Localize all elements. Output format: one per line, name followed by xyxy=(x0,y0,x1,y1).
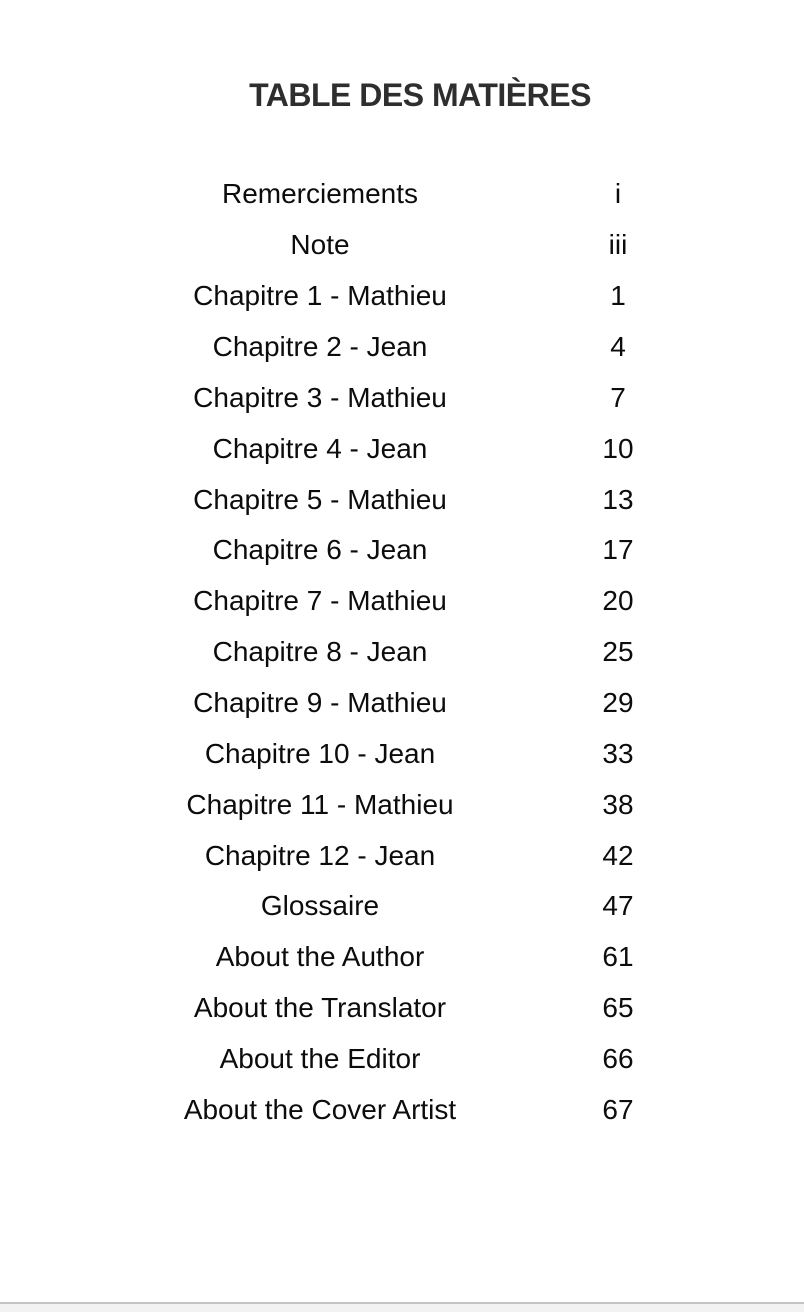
toc-entry[interactable] xyxy=(122,271,718,322)
toc-entry-page[interactable]: 7 xyxy=(610,381,626,413)
toc-entry-page[interactable]: 47 xyxy=(602,890,634,922)
toc-entry[interactable] xyxy=(122,728,718,779)
toc-entry-label[interactable]: About the Cover Artist xyxy=(183,1093,457,1125)
toc-entry[interactable] xyxy=(122,1034,718,1085)
toc-entry-label[interactable]: Chapitre 5 - Mathieu xyxy=(193,483,447,515)
toc-entry-page[interactable]: 25 xyxy=(602,636,634,668)
toc-entry-label[interactable]: Chapitre 9 - Mathieu xyxy=(193,687,447,719)
toc-entry-page[interactable]: 17 xyxy=(602,534,634,566)
toc-entry[interactable] xyxy=(122,169,718,220)
toc-entry-page[interactable]: 66 xyxy=(602,1043,634,1075)
toc-entry-label[interactable]: Chapitre 12 - Jean xyxy=(204,839,436,871)
toc-entry[interactable] xyxy=(122,983,718,1034)
toc-entry-label[interactable]: Chapitre 3 - Mathieu xyxy=(193,381,447,413)
toc-entry-page[interactable]: 29 xyxy=(602,687,634,719)
toc-entry[interactable] xyxy=(122,525,718,576)
toc-entry-label[interactable]: Chapitre 10 - Jean xyxy=(204,737,436,769)
toc-entry-page[interactable]: 20 xyxy=(602,585,634,617)
toc-entry[interactable] xyxy=(122,1084,718,1135)
toc-entry[interactable] xyxy=(122,423,718,474)
toc-entry-label[interactable]: Chapitre 2 - Jean xyxy=(212,331,428,362)
toc-entry[interactable] xyxy=(122,322,718,373)
toc-entry[interactable] xyxy=(122,372,718,423)
toc-entry-page[interactable]: 61 xyxy=(602,941,634,973)
table-of-contents xyxy=(122,169,718,1135)
toc-entry-label[interactable]: Chapitre 7 - Mathieu xyxy=(193,585,447,617)
toc-entry-page[interactable]: iii xyxy=(608,229,628,261)
toc-entry-page[interactable]: 33 xyxy=(602,737,634,769)
toc-entry-label[interactable]: Note xyxy=(290,229,350,261)
toc-entry[interactable] xyxy=(122,678,718,729)
toc-entry-page[interactable]: 10 xyxy=(602,432,634,464)
toc-entry[interactable] xyxy=(122,830,718,881)
toc-entry-page[interactable]: i xyxy=(614,178,622,210)
toc-entry-label[interactable]: Chapitre 6 - Jean xyxy=(212,534,428,566)
toc-entry[interactable] xyxy=(122,881,718,932)
toc-entry-page[interactable]: 65 xyxy=(602,992,634,1024)
toc-entry-page[interactable]: 13 xyxy=(602,483,634,515)
toc-entry-page[interactable]: 1 xyxy=(610,280,626,312)
page-title: TABLE DES MATIÈRES xyxy=(249,77,591,113)
toc-entry-label[interactable]: About the Translator xyxy=(193,992,447,1024)
toc-entry-label[interactable]: Chapitre 8 - Jean xyxy=(212,636,428,668)
toc-entry-label[interactable]: Glossaire xyxy=(260,890,380,922)
toc-entry-page[interactable]: 38 xyxy=(602,788,634,820)
toc-entry-page[interactable]: 67 xyxy=(602,1093,634,1125)
toc-entry-label[interactable]: Remerciements xyxy=(221,178,419,210)
toc-entry-label[interactable]: Chapitre 1 - Mathieu xyxy=(193,280,447,312)
toc-entry[interactable] xyxy=(122,627,718,678)
toc-entry-label[interactable]: Chapitre 11 - Mathieu xyxy=(186,788,454,820)
toc-entry[interactable] xyxy=(122,220,718,271)
toc-entry[interactable] xyxy=(122,779,718,830)
toc-entry[interactable] xyxy=(122,474,718,525)
toc-entry-label[interactable]: Chapitre 4 - Jean xyxy=(212,432,428,464)
toc-entry-page[interactable]: 42 xyxy=(602,839,634,871)
toc-entry-label[interactable]: About the Author xyxy=(215,941,425,973)
toc-entry-label[interactable]: About the Editor xyxy=(219,1043,421,1075)
reader-footer-bar xyxy=(0,1304,804,1312)
toc-entry[interactable] xyxy=(122,932,718,983)
toc-entry[interactable] xyxy=(122,576,718,627)
toc-entry-page[interactable]: 4 xyxy=(610,331,626,362)
